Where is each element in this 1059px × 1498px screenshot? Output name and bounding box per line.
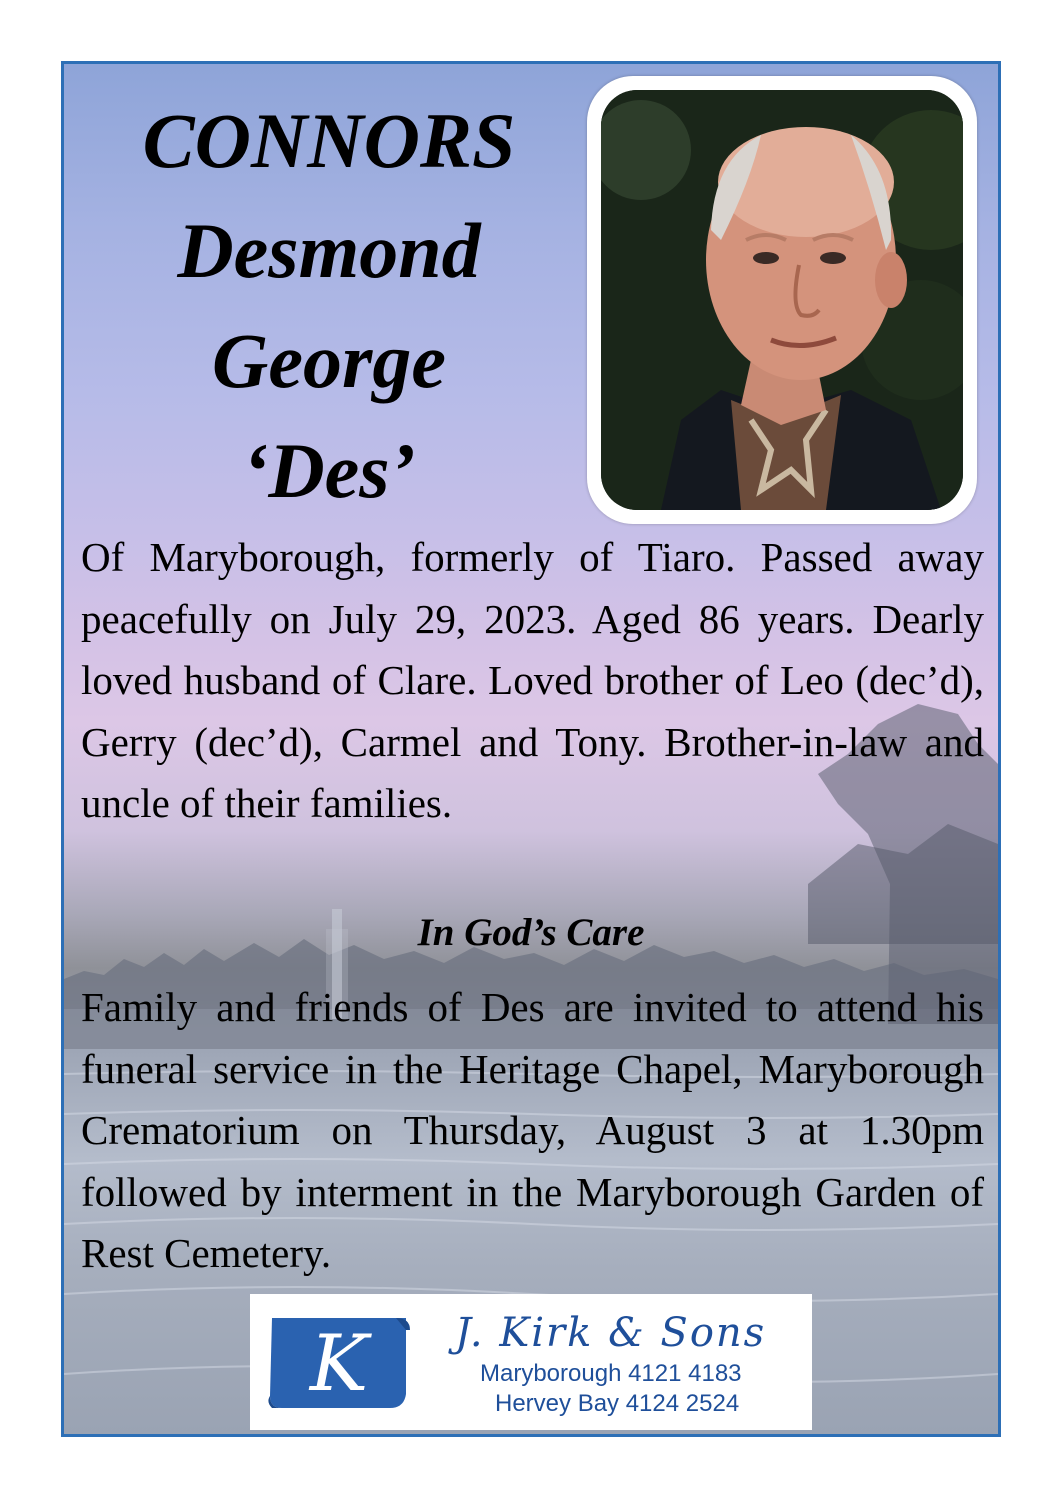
funeral-director-logo [250,1294,812,1430]
kirk-logo-emblem [264,1312,414,1412]
given-name-first: Desmond [177,207,481,294]
notice-paragraph-details: Of Maryborough, formerly of Tiaro. Passed away peacefully on July 29, 2023. Aged 86 years. Dearly loved husband of Clare. Loved brother of Leo (dec’d), Gerry (dec’d), Carmel and Tony. Brother-in-law and uncle of their families. [81,534,984,826]
nickname: ‘Des’ [242,427,416,514]
portrait-photo [601,90,963,510]
care-line: In God’s Care [417,911,645,954]
portrait-frame [587,76,977,524]
phone-maryborough: Maryborough 4121 4183 [480,1360,742,1387]
surname-heading: CONNORS [142,97,516,184]
logo-letter: K [309,1319,369,1409]
death-notice-card [61,61,1001,1437]
phone-hervey-bay: Hervey Bay 4124 2524 [495,1390,740,1417]
funeral-director-name: J. Kirk & Sons [455,1310,767,1356]
notice-paragraph-funeral: Family and friends of Des are invited to attend his funeral service in the Heritage Chapel, Maryborough Crematorium on Thursday, August 3 at 1.30pm followed by interment in the Maryborough Garden of Rest Cemetery. [81,984,984,1276]
given-name-middle: George [212,317,446,404]
